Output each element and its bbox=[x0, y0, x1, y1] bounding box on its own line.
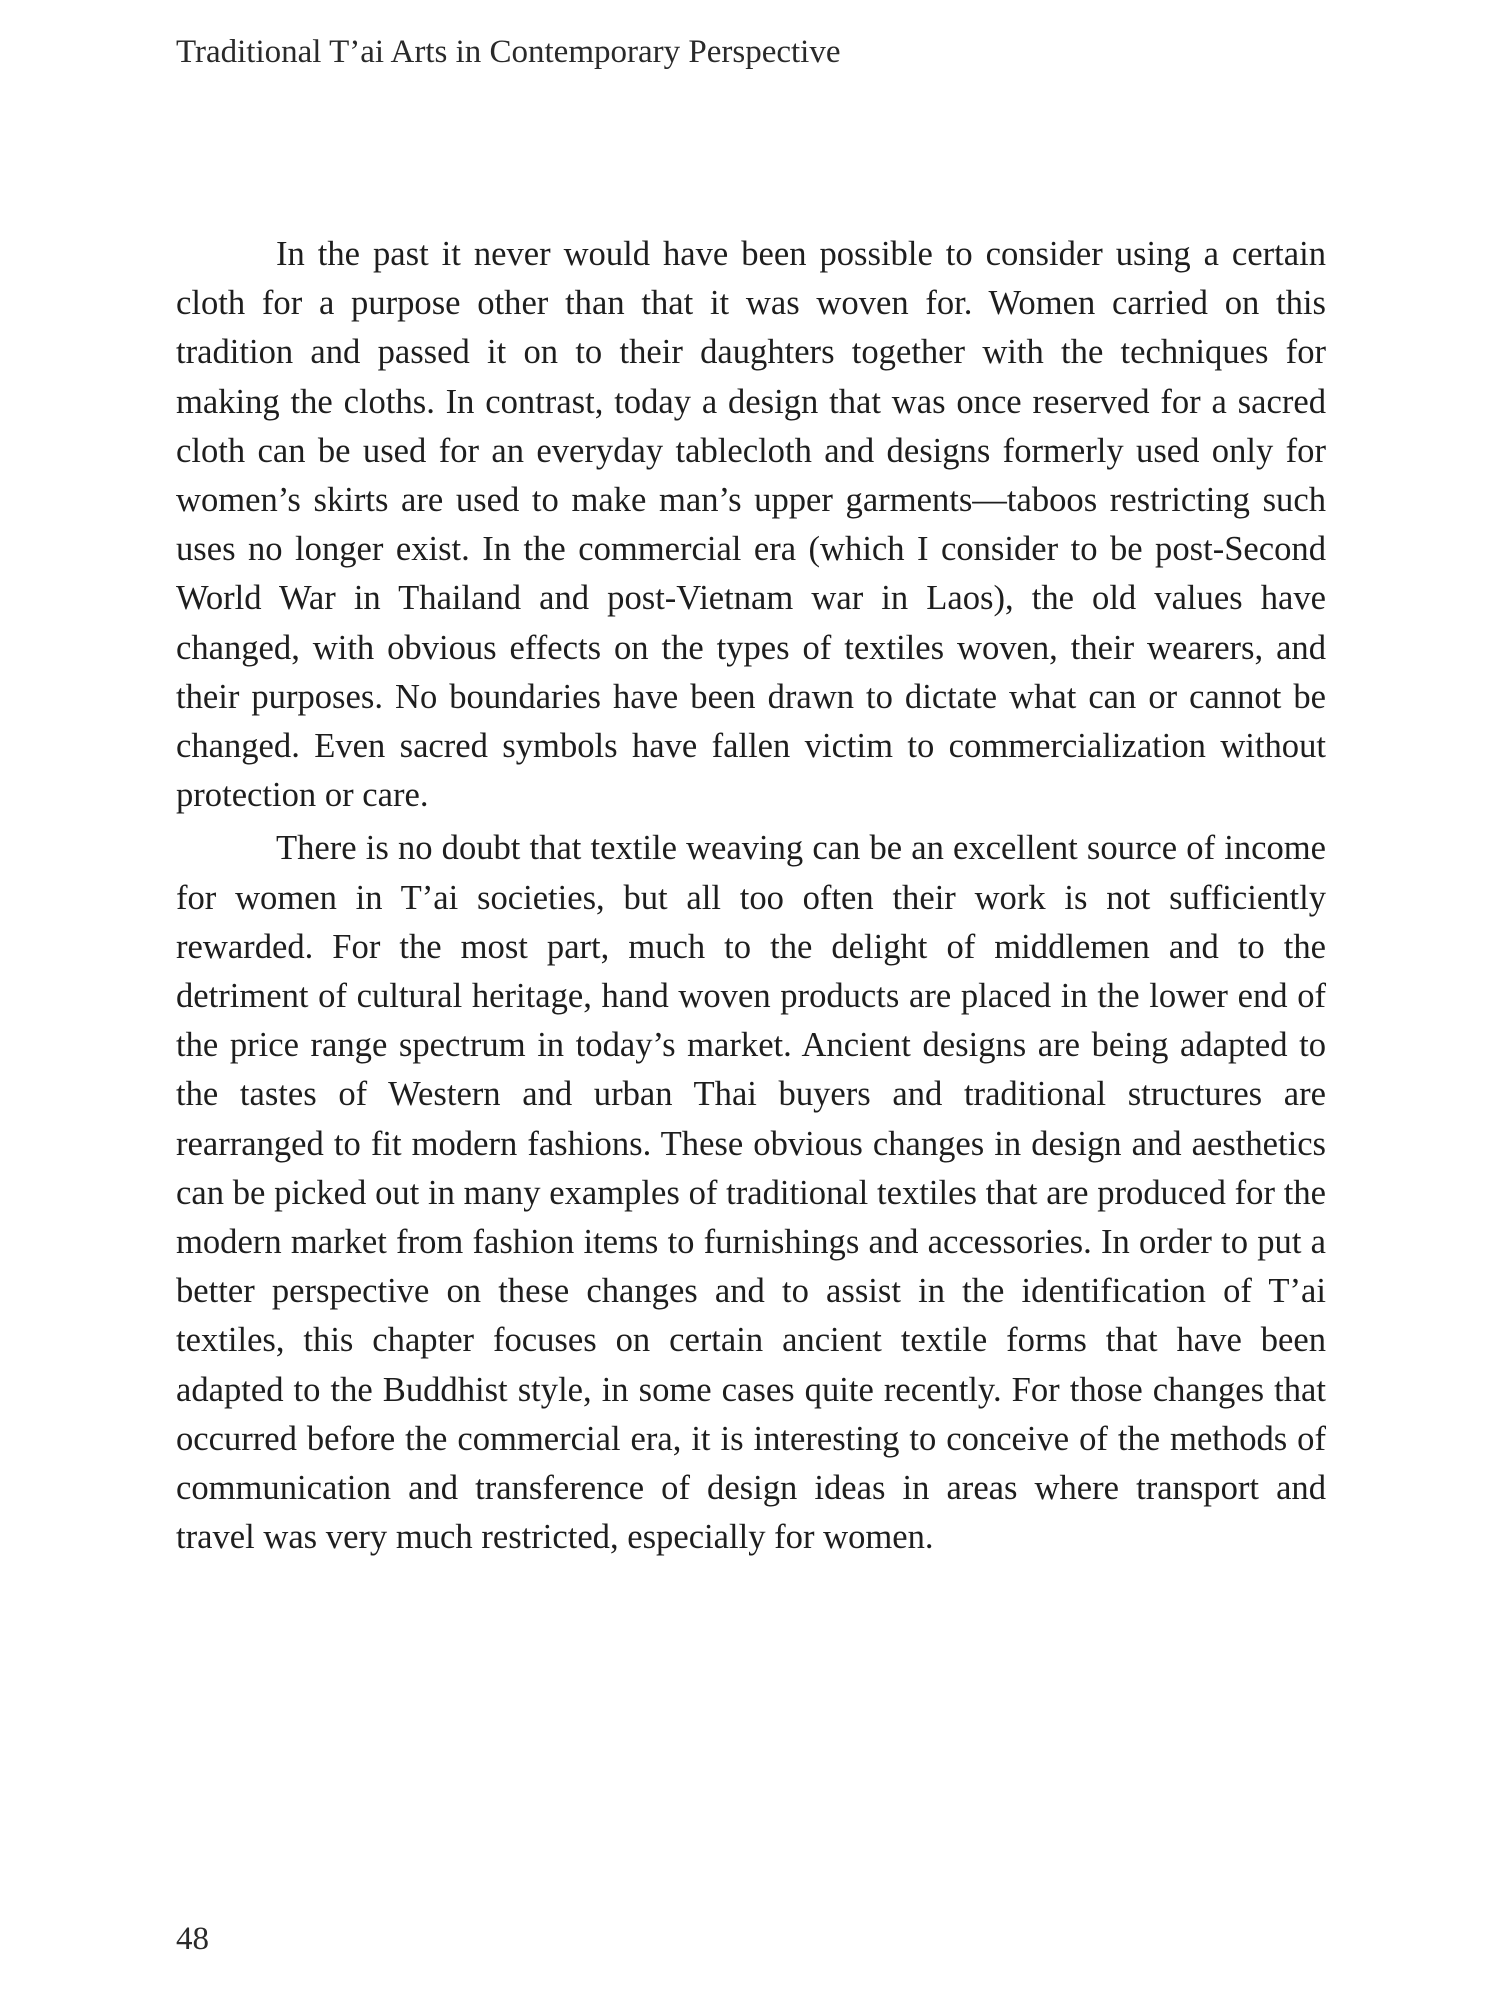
running-header: Traditional T’ai Arts in Contemporary Perspective bbox=[176, 34, 841, 70]
paragraph: In the past it never would have been possible to consider using a certain cloth for a purpose other than that it was woven for. Women carried on this tradition and passed it on to their daughters together with the techniques for making the cloths. In contrast, today a design that was once reserved for a sacred cloth can be used for an everyday tablecloth and designs formerly used only for women’s skirts are used to make man’s upper garments—taboos restricting such uses no longer exist. In the commercial era (which I consider to be post-Second World War in Thailand and post-Vietnam war in Laos), the old values have changed, with obvious effects on the types of textiles woven, their wearers, and their purposes. No boundaries have been drawn to dictate what can or cannot be changed. Even sacred symbols have fallen victim to commercialization without protection or care. bbox=[176, 235, 1326, 815]
paragraph: There is no doubt that textile weaving can be an excellent source of income for women in T’ai societies, but all too often their work is not sufficiently rewarded. For the most part, much to the delight of middlemen and to the detriment of cultural heritage, hand woven products are placed in the lower end of the price range spectrum in today’s market. Ancient designs are being adapted to the tastes of Western and urban Thai buyers and traditional structures are rearranged to fit modern fashions. These obvious changes in design and aesthetics can be picked out in many examples of traditional textiles that are produced for the modern market from fashion items to furnishings and accessories. In order to put a better perspective on these changes and to assist in the identification of T’ai textiles, this chapter focuses on certain ancient textile forms that have been adapted to the Buddhist style, in some cases quite recently. For those changes that occurred before the commercial era, it is interesting to conceive of the methods of communication and transference of design ideas in areas where transport and travel was very much restricted, especially for women. bbox=[176, 829, 1326, 1557]
body-text bbox=[176, 230, 1326, 1566]
page-number: 48 bbox=[176, 1921, 209, 1957]
